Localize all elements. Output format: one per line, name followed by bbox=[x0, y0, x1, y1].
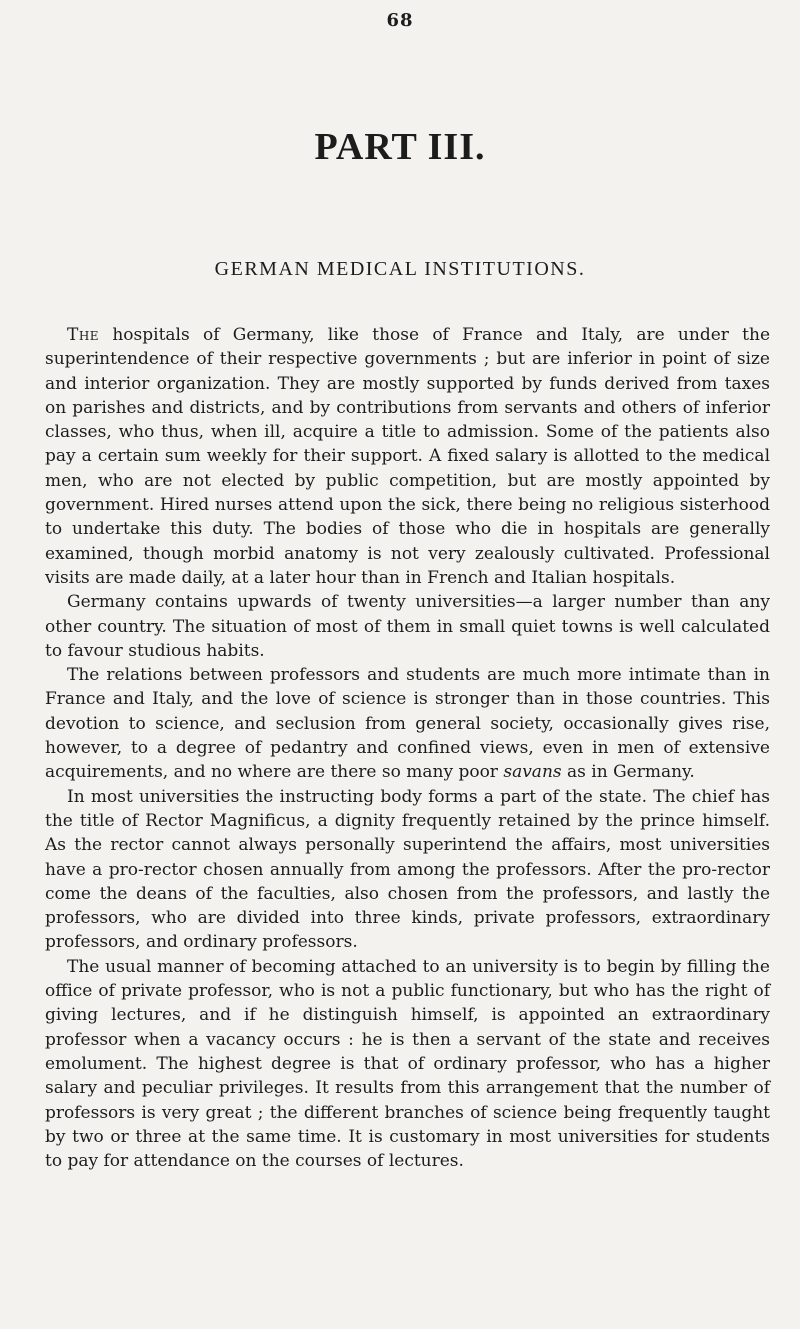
part-title: PART III. bbox=[314, 126, 486, 168]
page-number: 68 bbox=[386, 10, 414, 31]
paragraph-text: as in Germany. bbox=[567, 762, 695, 783]
paragraph-instructing-body bbox=[45, 785, 770, 955]
paragraph-relations bbox=[45, 663, 770, 784]
paragraph-becoming-attached bbox=[45, 955, 770, 1174]
paragraph-text: The relations between professors and students are much more intimate than in France and Italy, and the love of science is stronger than in those countries. This devotion to science, and seclusion from general society, occasionally gives rise, however, to a degree of pedantry and confined views, even in men of extensive acquirements, and no where are there so many poor bbox=[45, 665, 770, 783]
paragraph-universities bbox=[45, 590, 770, 663]
paragraph-lead-word: The bbox=[67, 325, 100, 345]
paragraph-text: hospitals of Germany, like those of France and Italy, are under the superintendence of their respective governments ; but are inferior in point of size and interior organization. They are mostly supported by funds derived from taxes on parishes and districts, and by contributions from servants and others of inferior classes, who thus, when ill, acquire a title to admission. Some of the patients also pay a certain sum weekly for their support. A fixed salary is allotted to the medical men, who are not elected by public competition, but are mostly appointed by government. Hired nurses attend upon the sick, there being no religious sisterhood to undertake this duty. The bodies of those who die in hospitals are generally examined, though morbid anatomy is not very zealously cultivated. Professional visits are made daily, at a later hour than in French and Italian hospitals. bbox=[45, 325, 771, 588]
paragraph-text: The usual manner of becoming attached to an university is to begin by filling the office of private professor, who is not a public functionary, but who has the right of giving lectures, and if he distinguish himself, is appointed an extraordinary professor when a vacancy occurs : he is then a servant of the state and receives emolument. The highest degree is that of ordinary professor, who has a higher salary and peculiar privileges. It results from this arrangement that the number of professors is very great ; the different branches of science being frequently taught by two or three at the same time. It is customary in most universities for students to pay for attendance on the courses of lectures. bbox=[45, 956, 770, 1172]
paragraph-text: In most universities the instructing body forms a part of the state. The chief has the title of Rector Magnificus, a dignity frequently retained by the prince himself. As the rector cannot always personally superintend the affairs, most universities have a pro-rector chosen annually from among the professors. After the pro-rector come the deans of the faculties, also chosen from the professors, and lastly the professors, who are divided into three kinds, private professors, extraordinary professors, and ordinary professors. bbox=[45, 786, 770, 953]
body-text bbox=[45, 323, 770, 1173]
italic-word: savans bbox=[503, 762, 562, 783]
paragraph-hospitals bbox=[45, 323, 770, 590]
section-title: GERMAN MEDICAL INSTITUTIONS. bbox=[214, 258, 586, 280]
paragraph-text: Germany contains upwards of twenty universities—a larger number than any other country. The situation of most of them in small quiet towns is well calculated to favour studious habits. bbox=[45, 592, 770, 661]
